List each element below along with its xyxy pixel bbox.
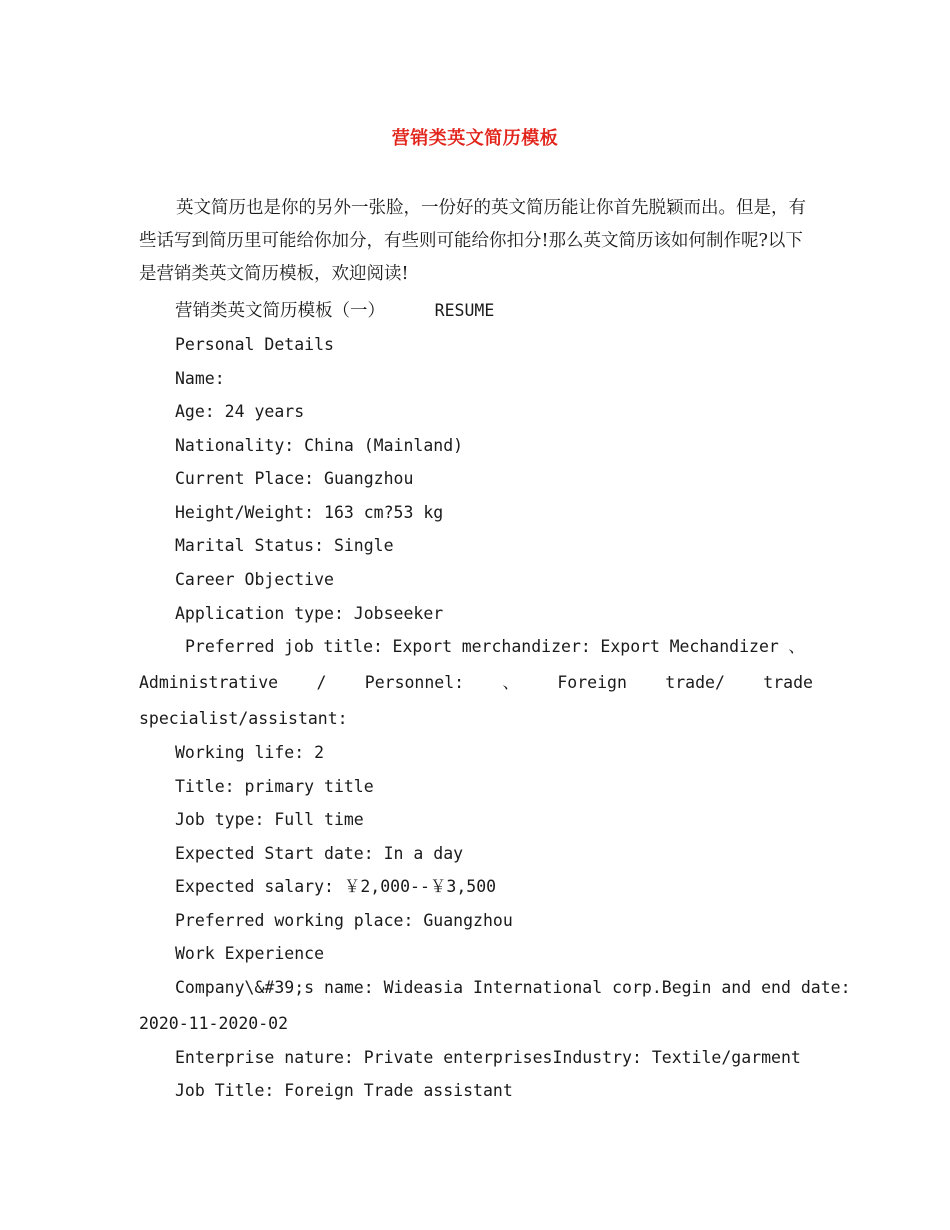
personal-details-heading: Personal Details — [175, 335, 334, 354]
company-line: Company\&#39;s name: Wideasia International corp.Begin and end date: — [175, 978, 851, 997]
work-experience-heading: Work Experience — [175, 944, 325, 963]
title-level-field: Title: primary title — [175, 777, 374, 796]
intro-paragraph: 英文简历也是你的另外一张脸，一份好的英文简历能让你首先脱颖而出。但是，有些话写到简历里可能给你加分，有些则可能给你扣分!那么英文简历该如何制作呢?以下是营销类英文简历模板，欢迎阅读! — [139, 198, 806, 284]
page-title: 营销类英文简历模板 — [391, 128, 559, 149]
word: Foreign — [557, 673, 627, 692]
age-field: Age: 24 years — [175, 402, 305, 421]
preferred-job-row-2 — [139, 673, 813, 693]
application-type-field: Application type: Jobseeker — [175, 604, 444, 623]
enterprise-line: Enterprise nature: Private enterprisesIndustry: Textile/garment — [175, 1048, 801, 1067]
working-place-field: Preferred working place: Guangzhou — [175, 911, 513, 930]
height-weight-field: Height/Weight: 163 cm?53 kg — [175, 503, 444, 522]
word: 、 — [788, 637, 805, 656]
salary-field: Expected salary: ￥2,000--￥3,500 — [175, 877, 497, 896]
word: trade — [763, 673, 813, 692]
job-title-field: Job Title: Foreign Trade assistant — [175, 1081, 513, 1100]
word: 、 — [502, 673, 519, 692]
current-place-field: Current Place: Guangzhou — [175, 469, 414, 488]
preferred-job-row-3: specialist/assistant: — [139, 709, 348, 728]
word: merchandizer: — [461, 637, 591, 656]
word: job — [283, 637, 314, 656]
word: title: — [323, 637, 383, 656]
name-field: Name: — [175, 369, 225, 388]
company-dates: 2020-11-2020-02 — [139, 1014, 289, 1033]
template-heading: 营销类英文简历模板（一） — [175, 301, 385, 321]
working-life-field: Working life: 2 — [175, 743, 325, 762]
word: trade/ — [665, 673, 725, 692]
resume-label: RESUME — [434, 301, 495, 320]
word: Mechandizer — [669, 637, 779, 656]
word: Administrative — [139, 673, 279, 692]
start-date-field: Expected Start date: In a day — [175, 844, 464, 863]
template-heading-line — [175, 301, 494, 321]
word: Personnel: — [364, 673, 465, 692]
job-type-field: Job type: Full time — [175, 810, 364, 829]
word: Preferred — [185, 637, 275, 656]
word: Export — [600, 637, 660, 656]
marital-status-field: Marital Status: Single — [175, 536, 394, 555]
preferred-job-row-1 — [185, 637, 805, 657]
career-objective-heading: Career Objective — [175, 570, 334, 589]
word: / — [316, 673, 327, 692]
nationality-field: Nationality: China (Mainland) — [175, 436, 464, 455]
word: Export — [392, 637, 453, 656]
